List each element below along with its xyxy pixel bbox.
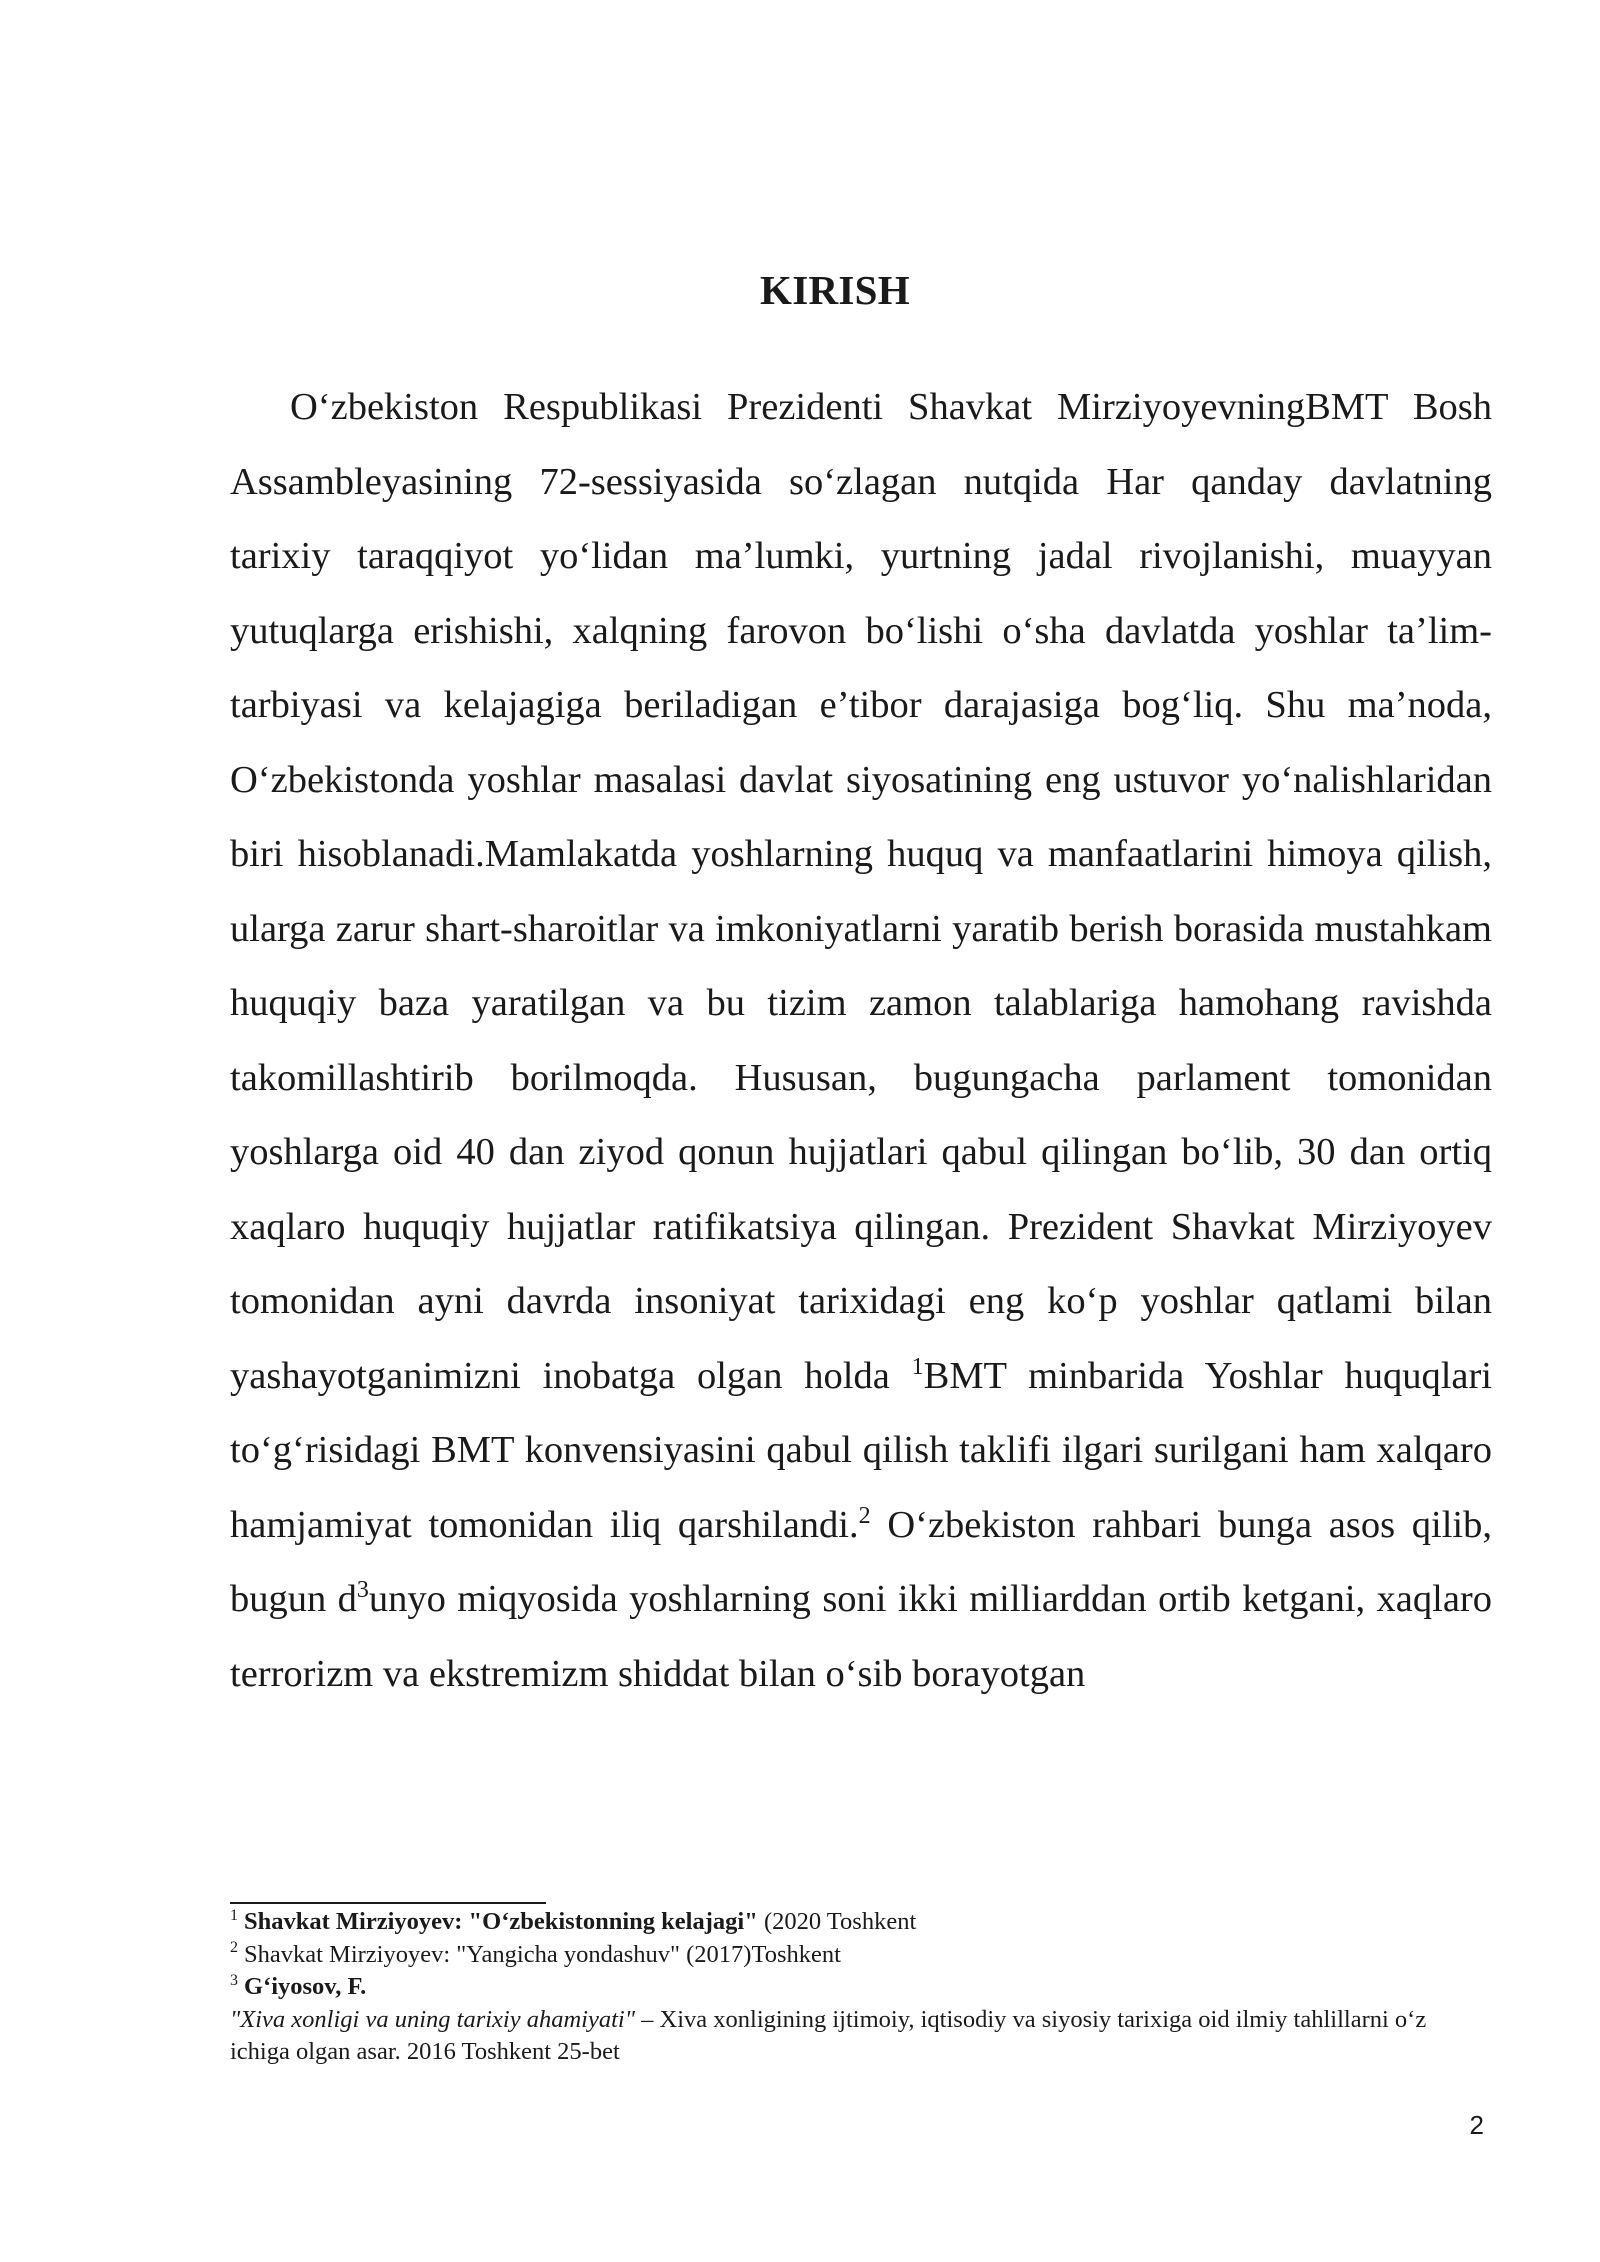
footnote-3	[230, 1971, 1492, 2004]
footnote-2-text: Shavkat Mirziyoyev: "Yangicha yondashuv" (2017)Toshkent	[244, 1940, 841, 1968]
body-text-part-2: BMT minbarida Yoshlar huquqlari to‘g‘risidagi BMT konvensiyasini qabul qilish taklifi ilgari surilgani ham xalqaro hamjamiyat tomonidan iliq qarshilandi.	[230, 1354, 1492, 1546]
footnote-1-number: 1	[230, 1906, 238, 1924]
page-number: 2	[1469, 2110, 1484, 2140]
section-title: KIRISH	[760, 267, 910, 313]
footnote-3-description	[230, 2004, 1492, 2069]
footnote-3-work-title: "Xiva xonligi va uning tarixiy ahamiyati"	[230, 2005, 636, 2033]
body-text-part-1: O‘zbekiston Respublikasi Prezidenti Shavkat MirziyoyevningBMT Bosh Assambleyasining 72-sessiyasida so‘zlagan nutqida Har qanday davlatning tarixiy taraqqiyot yo‘lidan ma’lumki, yurtning jadal rivojlanishi, muayyan yutuqlarga erishishi, xalqning farovon bo‘lishi o‘sha davlatda yoshlar ta’lim-tarbiyasi va kelajagiga beriladigan e’tibor darajasiga bog‘liq. Shu ma’noda, O‘zbekistonda yoshlar masalasi davlat siyosatining eng ustuvor yo‘nalishlaridan biri hisoblanadi.Mamlakatda yoshlarning huquq va manfaatlarini himoya qilish, ularga zarur shart-sharoitlar va imkoniyatlarni yaratib berish borasida mustahkam huquqiy baza yaratilgan va bu tizim zamon talablariga hamohang ravishda takomillashtirib borilmoqda. Hususan, bugungacha parlament tomonidan yoshlarga oid 40 dan ziyod qonun hujjatlari qabul qilingan bo‘lib, 30 dan ortiq xaqlaro huquqiy hujjatlar ratifikatsiya qilingan. Prezident Shavkat Mirziyoyev tomonidan ayni davrda insoniyat tarixidagi eng ko‘p yoshlar qatlami bilan yashayotganimizni inobatga olgan holda	[230, 386, 1492, 1397]
footnote-1-author-title: Shavkat Mirziyoyev: "O‘zbekistonning kelajagi"	[244, 1908, 758, 1935]
footnote-ref-1: 1	[911, 1353, 924, 1380]
footnote-ref-3: 3	[356, 1577, 369, 1604]
footnote-ref-2: 2	[858, 1502, 871, 1529]
footnotes	[230, 1906, 1492, 2069]
footnote-1-details: (2020 Toshkent	[757, 1908, 917, 1935]
footnote-2	[230, 1939, 1492, 1972]
footnote-3-number: 3	[230, 1971, 238, 1989]
body-text-part-4: unyo miqyosida yoshlarning soni ikki milliarddan ortib ketgani, xaqlaro terrorizm va ekstremizm shiddat bilan o‘sib borayotgan	[230, 1578, 1492, 1695]
footnote-3-author: G‘iyosov, F.	[244, 1973, 367, 2000]
body-paragraph	[230, 370, 1492, 1711]
footnote-2-number: 2	[230, 1939, 238, 1957]
body-text-part-3: O‘zbekiston rahbari bunga asos qilib, bugun d	[230, 1503, 1492, 1620]
footnote-separator	[230, 1902, 546, 1904]
footnote-1	[230, 1906, 1492, 1939]
footnote-3-details: – Xiva xonligining ijtimoiy, iqtisodiy va siyosiy tarixiga oid ilmiy tahlillarni o‘z ichiga olgan asar. 2016 Toshkent 25-bet	[230, 2005, 1427, 2065]
